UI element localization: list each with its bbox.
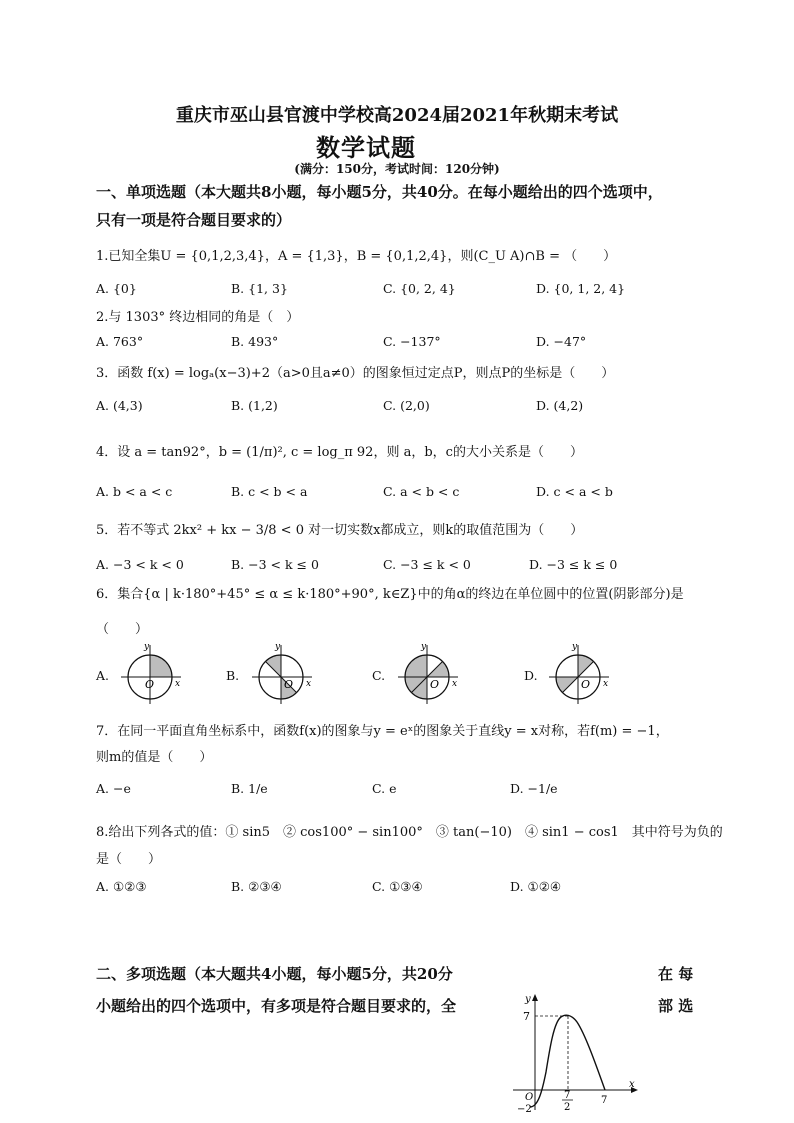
- graph-x-end-label: 7: [601, 1095, 608, 1106]
- question-7-option-c: C. e: [372, 781, 397, 796]
- question-3-stem: 3．函数 f(x) = logₐ(x−3)+2（a>0且a≠0）的图象恒过定点P，则点P的坐标是（ ）: [96, 366, 615, 381]
- circle-a-y-label: y: [144, 642, 150, 652]
- question-5-option-d: D. −3 ≤ k ≤ 0: [529, 557, 618, 572]
- question-1-option-c: C. {0, 2, 4}: [383, 281, 456, 296]
- circle-b-x-label: x: [306, 679, 312, 689]
- question-7-stem-line2: 则m的值是（ ）: [96, 750, 213, 765]
- circle-d-y-label: y: [572, 642, 578, 652]
- question-1-option-b: B. {1, 3}: [231, 281, 288, 296]
- exam-note: (满分：150分，考试时间：120分钟): [294, 162, 500, 176]
- circle-c-origin: O: [430, 678, 440, 691]
- graph-x-mid-denominator: 2: [564, 1102, 571, 1113]
- question-1-option-d: D. {0, 1, 2, 4}: [536, 281, 626, 296]
- question-6-option-d: D.: [524, 668, 538, 683]
- graph-x-axis-label: x: [629, 1079, 635, 1090]
- question-2-option-a: A. 763°: [96, 334, 144, 349]
- subject-title: 数学试题: [316, 133, 416, 162]
- question-6-option-b: B.: [226, 668, 240, 683]
- circle-d-origin: O: [581, 678, 591, 691]
- question-2-option-c: C. −137°: [383, 334, 441, 349]
- question-4-option-a: A. b < a < c: [96, 484, 173, 499]
- question-3-option-b: B. (1,2): [231, 398, 278, 413]
- section1-heading-line1: 一、单项选题（本大题共8小题，每小题5分，共40分。在每小题给出的四个选项中，: [96, 183, 663, 201]
- question-5-option-b: B. −3 < k ≤ 0: [231, 557, 319, 572]
- question-4-stem: 4．设 a = tan92°，b = (1/π)², c = log_π 92，则 a，b，c的大小关系是（ ）: [96, 445, 583, 460]
- question-2-option-d: D. −47°: [536, 334, 587, 349]
- question-3-option-c: C. (2,0): [383, 398, 430, 413]
- graph-y-min-label: −2: [517, 1104, 532, 1115]
- question-7-stem: 7．在同一平面直角坐标系中，函数f(x)的图象与y = eˣ的图象关于直线y = x对称，若f(m) = −1，: [96, 724, 669, 739]
- question-7-option-a: A. −e: [96, 781, 131, 796]
- question-8-option-b: B. ②③④: [231, 879, 282, 894]
- section2-heading-line1-left: 二、多项选题（本大题共4小题，每小题5分，共20分: [96, 965, 453, 983]
- question-3-option-d: D. (4,2): [536, 398, 584, 413]
- section2-heading-line2-left: 小题给出的四个选项中，有多项是符合题目要求的，全: [96, 997, 457, 1015]
- circle-a-x-label: x: [175, 679, 181, 689]
- question-8-option-d: D. ①②④: [510, 879, 562, 894]
- question-4-option-d: D. c < a < b: [536, 484, 613, 499]
- section1-heading-line2: 只有一项是符合题目要求的）: [96, 211, 292, 229]
- question-8-stem-line2: 是（ ）: [96, 852, 162, 867]
- question-4-option-b: B. c < b < a: [231, 484, 308, 499]
- section2-heading-line1-right: 在 每: [658, 965, 694, 983]
- unit-circle-diagram-d: [545, 640, 615, 706]
- question-8-stem: 8.给出下列各式的值：① sin5 ② cos100° − sin100° ③ tan(−10) ④ sin1 − cos1 其中符号为负的: [96, 825, 723, 840]
- question-7-option-d: D. −1/e: [510, 781, 558, 796]
- unit-circle-diagram-b: [248, 640, 318, 706]
- section2-heading-line2-right: 部 选: [658, 997, 694, 1015]
- unit-circle-diagram-a: [117, 640, 187, 706]
- question-1-stem: 1.已知全集U = {0,1,2,3,4}，A = {1,3}，B = {0,1,2,4}，则(C_U A)∩B = （ ）: [96, 249, 617, 264]
- question-7-option-b: B. 1/e: [231, 781, 268, 796]
- question-3-option-a: A. (4,3): [96, 398, 143, 413]
- question-5-option-a: A. −3 < k < 0: [96, 557, 184, 572]
- question-2-stem: 2.与 1303° 终边相同的角是（ ）: [96, 310, 300, 325]
- circle-b-y-label: y: [275, 642, 281, 652]
- exam-title: 重庆市巫山县官渡中学校高2024届2021年秋期末考试: [175, 105, 619, 126]
- graph-y-max-label: 7: [523, 1010, 530, 1023]
- question-4-option-c: C. a < b < c: [383, 484, 460, 499]
- question-8-option-c: C. ①③④: [372, 879, 423, 894]
- function-graph-figure: [505, 992, 645, 1116]
- graph-origin-label: O: [525, 1092, 534, 1103]
- circle-d-x-label: x: [603, 679, 609, 689]
- unit-circle-diagram-c: [394, 640, 464, 706]
- graph-x-mid-numerator: 7: [564, 1090, 571, 1101]
- question-6-stem: 6．集合{α | k·180°+45° ≤ α ≤ k·180°+90°, k∈Z}中的角α的终边在单位圆中的位置(阴影部分)是: [96, 587, 684, 602]
- circle-a-origin: O: [145, 678, 155, 691]
- question-2-option-b: B. 493°: [231, 334, 279, 349]
- circle-b-origin: O: [284, 678, 294, 691]
- graph-y-axis-label: y: [525, 994, 531, 1005]
- question-6-option-a: A.: [96, 668, 110, 683]
- circle-c-y-label: y: [421, 642, 427, 652]
- question-1-option-a: A. {0}: [96, 281, 137, 296]
- question-5-stem: 5．若不等式 2kx² + kx − 3/8 < 0 对一切实数x都成立，则k的取值范围为（ ）: [96, 523, 584, 538]
- question-8-option-a: A. ①②③: [96, 879, 147, 894]
- question-6-option-c: C.: [372, 668, 386, 683]
- circle-c-x-label: x: [452, 679, 458, 689]
- question-6-stem-line2: （ ）: [96, 622, 149, 637]
- question-5-option-c: C. −3 ≤ k < 0: [383, 557, 471, 572]
